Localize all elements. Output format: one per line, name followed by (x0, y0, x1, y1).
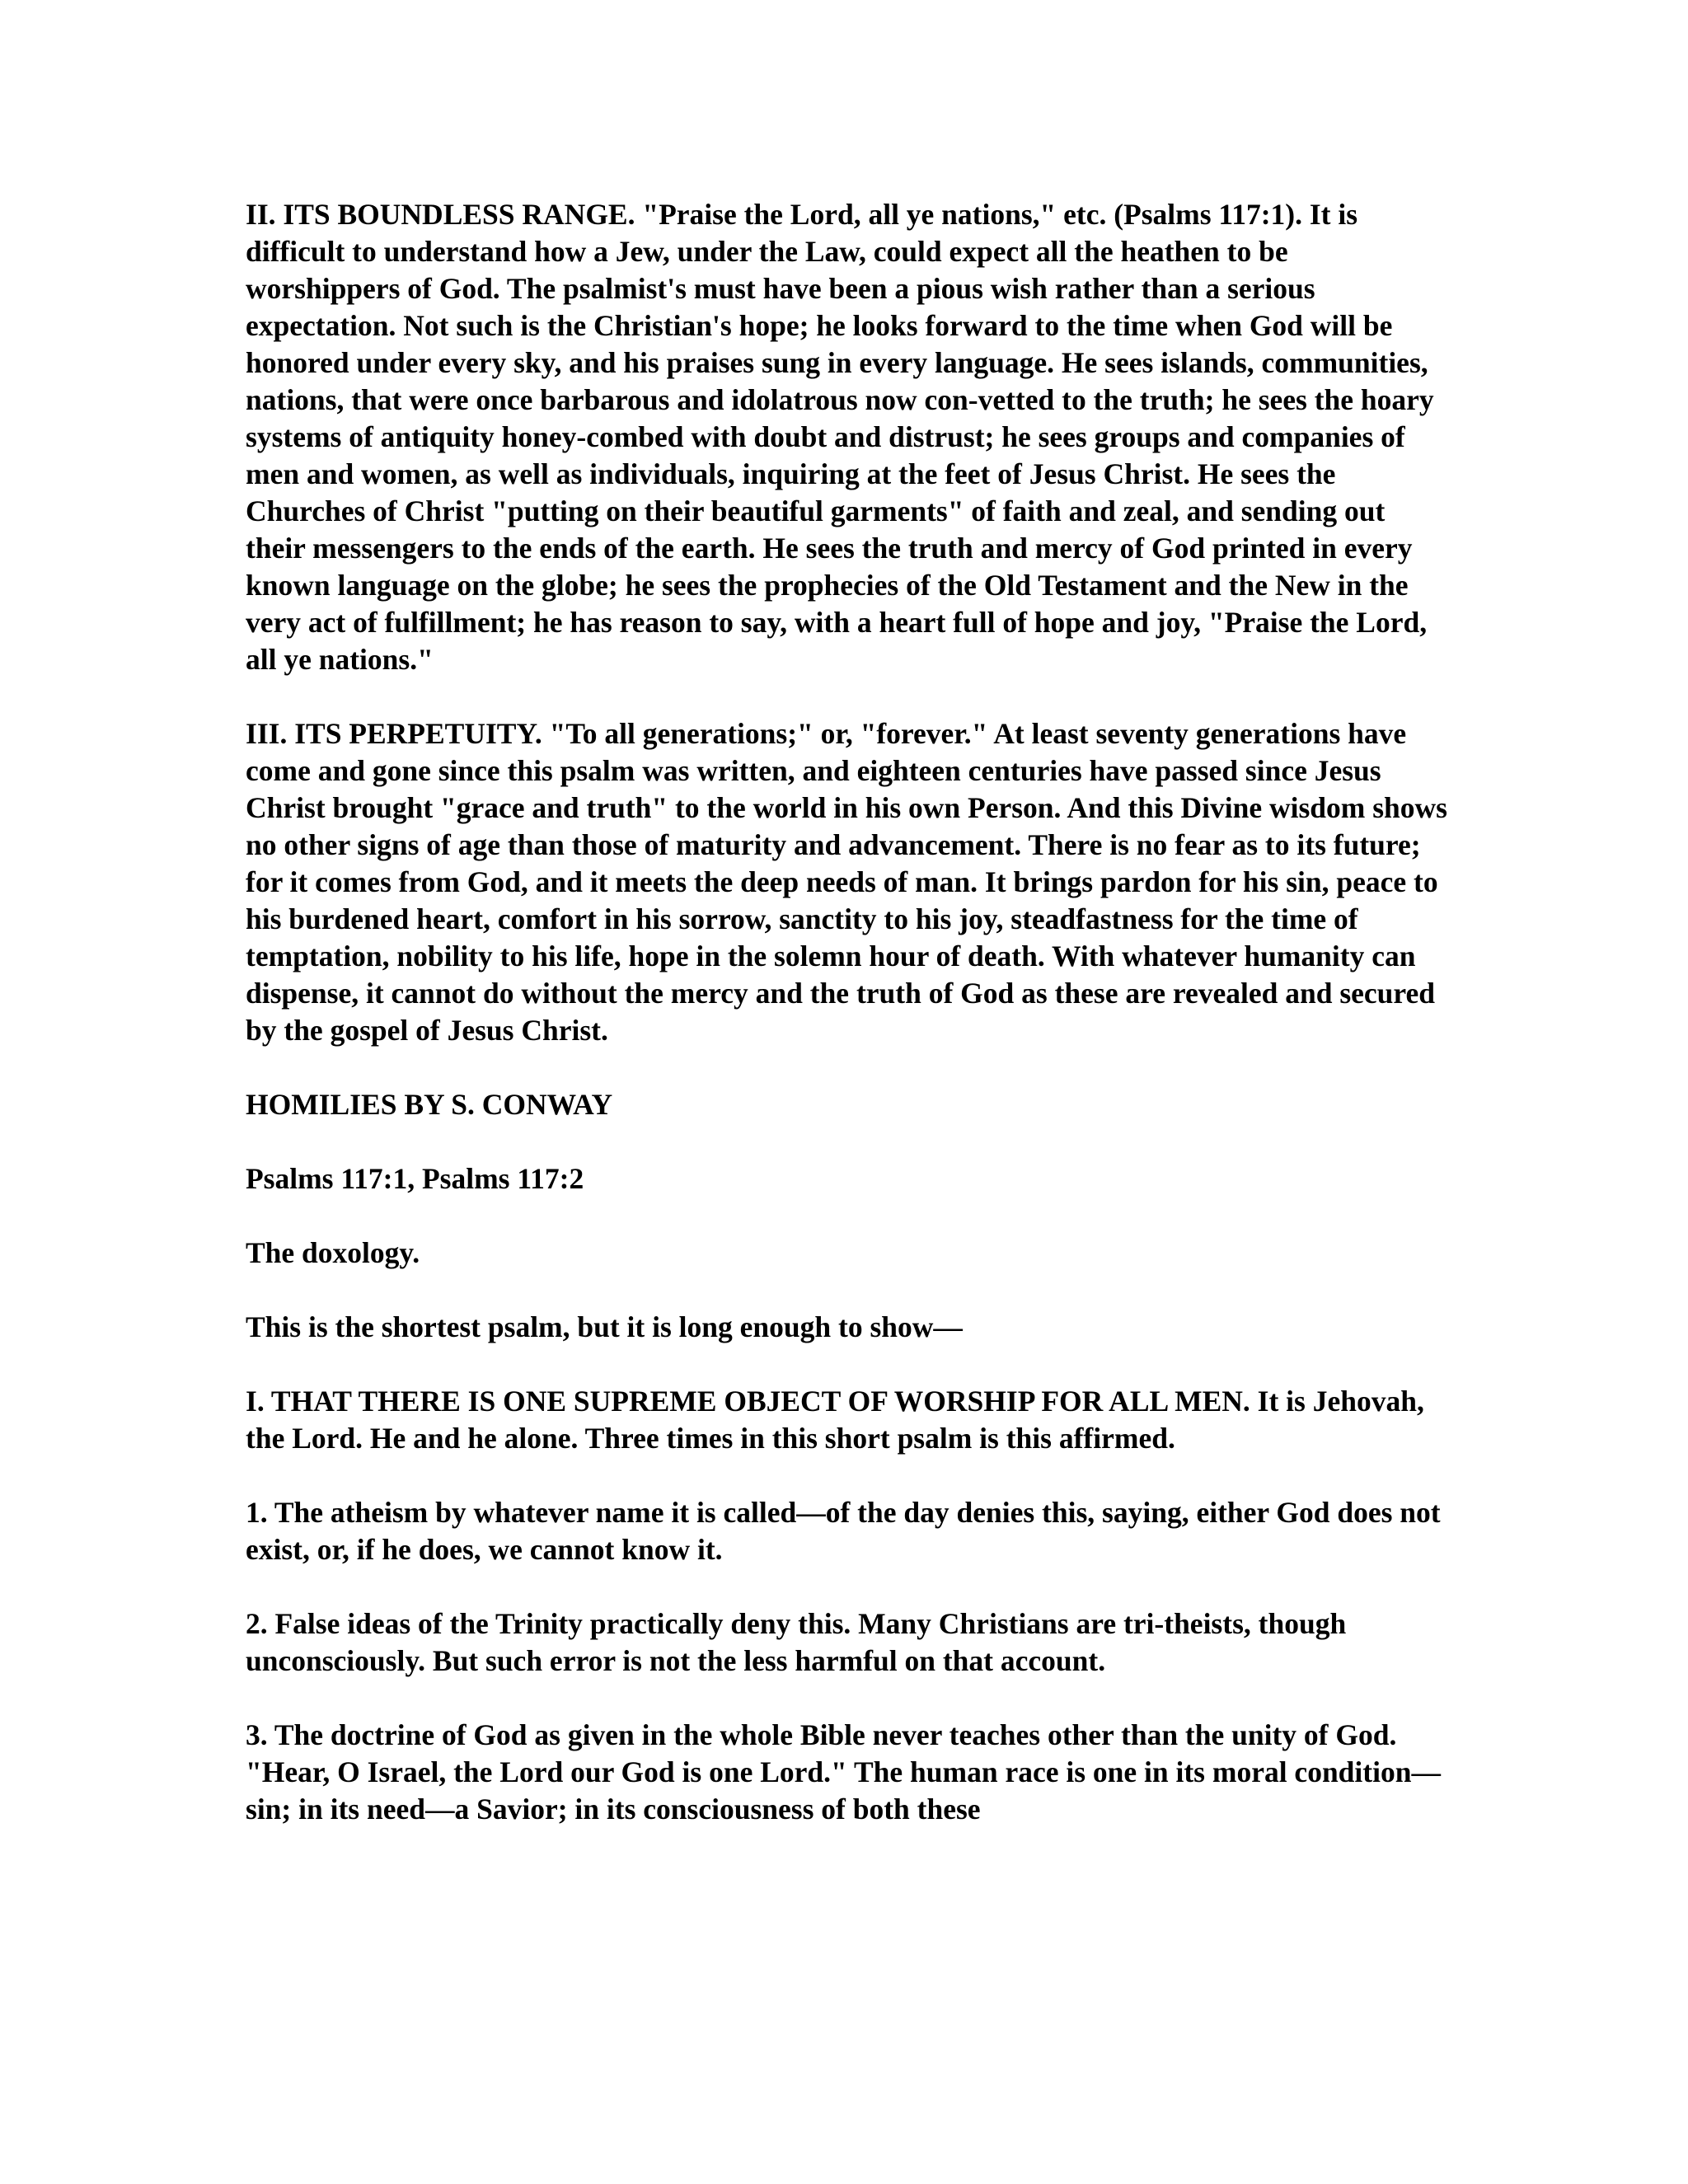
homily-title: The doxology. (246, 1236, 420, 1269)
scripture-reference: Psalms 117:1, Psalms 117:2 (246, 1162, 584, 1195)
paragraph-point-1: 1. The atheism by whatever name it is called—of the day denies this, saying, either God does not exist, or, if he does, we cannot know it. (246, 1496, 1441, 1566)
paragraph-intro: This is the shortest psalm, but it is long enough to show— (246, 1310, 963, 1343)
paragraph-one-supreme-object: I. THAT THERE IS ONE SUPREME OBJECT OF WORSHIP FOR ALL MEN. It is Jehovah, the Lord. He and he alone. Three times in this short psalm is this affirmed. (246, 1385, 1424, 1455)
section-heading-homilies: HOMILIES BY S. CONWAY (246, 1088, 613, 1121)
page-body-text (246, 196, 1449, 1828)
paragraph-point-2: 2. False ideas of the Trinity practically deny this. Many Christians are tri-theists, though unconsciously. But such error is not the less harmful on that account. (246, 1607, 1347, 1677)
paragraph-point-3: 3. The doctrine of God as given in the whole Bible never teaches other than the unity of God. "Hear, O Israel, the Lord our God is one Lord." The human race is one in its moral condition—sin; in its need—a Savior; in its consciousness of both these (246, 1718, 1441, 1825)
paragraph-perpetuity: III. ITS PERPETUITY. "To all generations;" or, "forever." At least seventy generations have come and gone since this psalm was written, and eighteen centuries have passed since Jesus Christ brought "grace and truth" to the world in his own Person. And this Divine wisdom shows no other signs of age than those of maturity and advancement. There is no fear as to its future; for it comes from God, and it meets the deep needs of man. It brings pardon for his sin, peace to his burdened heart, comfort in his sorrow, sanctity to his joy, steadfastness for the time of temptation, nobility to his life, hope in the solemn hour of death. With whatever humanity can dispense, it cannot do without the mercy and the truth of God as these are revealed and secured by the gospel of Jesus Christ. (246, 717, 1447, 1047)
paragraph-boundless-range: II. ITS BOUNDLESS RANGE. "Praise the Lord, all ye nations," etc. (Psalms 117:1). It is difficult to understand how a Jew, under the Law, could expect all the heathen to be worshippers of God. The psalmist's must have been a pious wish rather than a serious expectation. Not such is the Christian's hope; he looks forward to the time when God will be honored under every sky, and his praises sung in every language. He sees islands, communities, nations, that were once barbarous and idolatrous now con-vetted to the truth; he sees the hoary systems of antiquity honey-combed with doubt and distrust; he sees groups and companies of men and women, as well as individuals, inquiring at the feet of Jesus Christ. He sees the Churches of Christ "putting on their beautiful garments" of faith and zeal, and sending out their messengers to the ends of the earth. He sees the truth and mercy of God printed in every known language on the globe; he sees the prophecies of the Old Testament and the New in the very act of fulfillment; he has reason to say, with a heart full of hope and joy, "Praise the Lord, all ye nations." (246, 198, 1434, 676)
